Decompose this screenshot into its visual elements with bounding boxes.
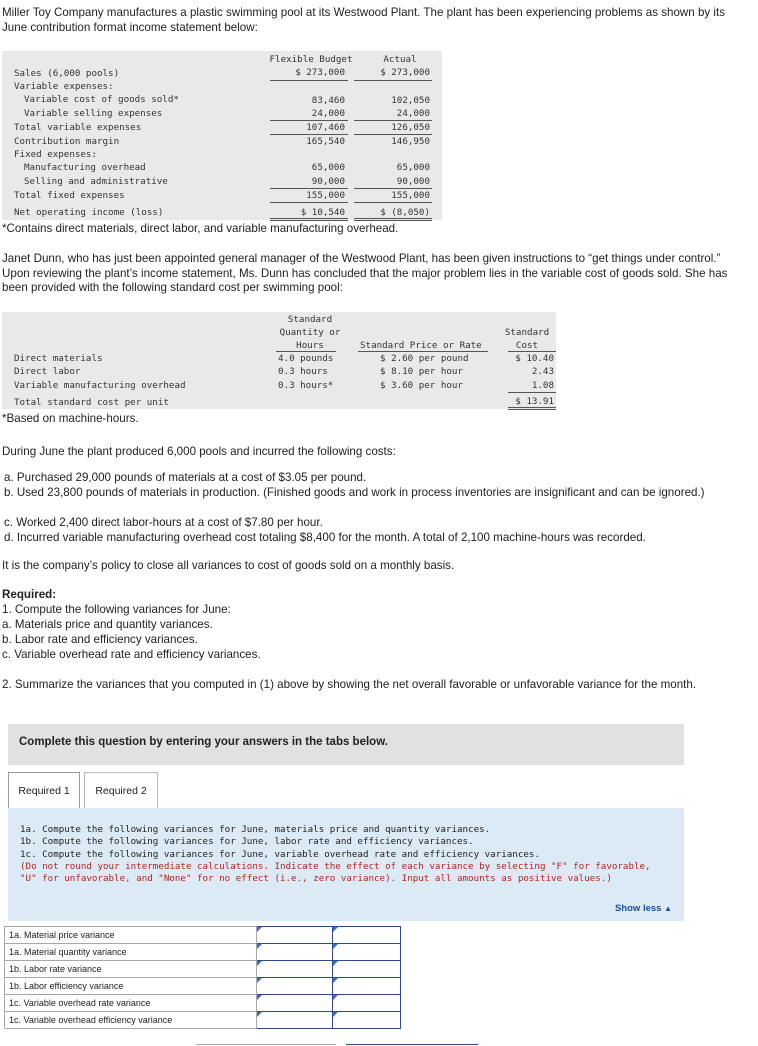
instruction-1b: 1b. Compute the following variances for June, labor rate and efficiency variances. [20,836,474,848]
divider [196,1044,336,1045]
actual-value: 102,050 [391,95,430,106]
amount-input[interactable] [333,944,401,961]
effect-select[interactable] [257,1012,333,1029]
cost-item-a: a. Purchased 29,000 pounds of materials at a cost of $3.05 per pound. [4,471,367,484]
instructions-overlay [8,808,684,921]
row-label: Manufacturing overhead [24,162,146,173]
table-row [5,1012,401,1029]
cost-item-c: c. Worked 2,400 direct labor-hours at a cost of $7.80 per hour. [4,516,323,529]
effect-select[interactable] [257,961,333,978]
amount-input[interactable] [333,995,401,1012]
col-header-cost: Standard [504,327,550,338]
effect-select[interactable] [257,944,333,961]
flex-value: $ 273,000 [295,67,345,78]
cost-item-d: d. Incurred variable manufacturing overhead cost totaling $8,400 for the month. A total of 2,100 machine-hours was recorded. [4,531,646,544]
col-header-flexible-budget: Flexible Budget [269,54,353,65]
table-row [5,961,401,978]
actual-value: 146,950 [391,136,430,147]
price-value: $ 2.60 per pound [380,353,469,364]
manager-paragraph: Janet Dunn, who has just been appointed general manager of the Westwood Plant, has been given instructions to “get things under control.” Upon reviewing the plant’s income statement, Ms. Dunn has concluded that the major problem lies in the variable cost of goods sold. She has been provided with the following standard cost per swimming pool: [2,252,728,294]
intro-paragraph: Miller Toy Company manufactures a plastic swimming pool at its Westwood Plant. The plant has been experiencing problems as shown by its June contribution format income statement below: [2,6,726,34]
row-label: Variable manufacturing overhead [14,380,186,391]
answer-row-label: 1b. Labor rate variance [5,961,257,978]
total-cost-value: $ 13.91 [515,396,554,407]
row-label: Variable expenses: [14,81,114,92]
actual-value: 90,000 [396,176,430,187]
row-label: Total variable expenses [14,122,142,133]
row-label: Selling and administrative [24,176,168,187]
row-label: Variable selling expenses [24,108,163,119]
amount-input[interactable] [333,1012,401,1029]
total-label: Total standard cost per unit [14,397,169,408]
row-label: Direct labor [14,366,81,377]
flex-value: 83,460 [311,95,345,106]
instruction-1a: 1a. Compute the following variances for June, materials price and quantity variances. [20,824,491,835]
required-1c: c. Variable overhead rate and efficiency variances. [2,648,261,661]
answer-row-label: 1a. Material price variance [5,927,257,944]
table-row [5,995,401,1012]
required-1b: b. Labor rate and efficiency variances. [2,633,198,646]
cost-item-b: b. Used 23,800 pounds of materials in production. (Finished goods and work in process inventories are insignificant and can be ignored.) [4,486,705,499]
table-row [5,978,401,995]
answer-table [4,926,401,1029]
policy-text: It is the company’s policy to close all variances to cost of goods sold on a monthly basis. [2,559,455,572]
row-label: Contribution margin [14,136,120,147]
tab-required-1[interactable]: Required 1 [8,772,80,808]
table-row [5,927,401,944]
answer-row-label: 1c. Variable overhead rate variance [5,995,257,1012]
effect-select[interactable] [257,927,333,944]
complete-question-banner [8,724,684,765]
amount-input[interactable] [333,978,401,995]
col-header-qty: Quantity or [279,327,341,338]
show-less-link[interactable] [615,903,672,914]
col-header-price: Standard Price or Rate [360,340,482,351]
table-row [5,944,401,961]
answer-row-label: 1a. Material quantity variance [5,944,257,961]
required-title: Required: [2,588,57,601]
actual-value: 155,000 [391,190,430,201]
standard-footnote: *Based on machine-hours. [2,412,139,425]
price-value: $ 8.10 per hour [380,366,463,377]
tab-required-2[interactable]: Required 2 [84,772,158,808]
required-1a: a. Materials price and quantity variances. [2,618,213,631]
actual-value: 24,000 [396,108,430,119]
required-2: 2. Summarize the variances that you computed in (1) above by showing the net overall favorable or unfavorable variance for the month. [2,678,697,691]
row-label: Total fixed expenses [14,190,125,201]
cost-value: $ 10.40 [515,353,554,364]
triangle-up-icon: ▲ [664,904,672,913]
actual-value: $ 273,000 [380,67,430,78]
col-header-actual: Actual [383,54,417,65]
flex-value: 24,000 [311,108,345,119]
answer-row-label: 1c. Variable overhead efficiency variance [5,1012,257,1029]
cost-value: 1.08 [531,380,554,391]
flex-value: $ 10,540 [300,207,345,218]
flex-value: 155,000 [306,190,345,201]
june-intro: During June the plant produced 6,000 pools and incurred the following costs: [2,445,396,458]
qty-value: 0.3 hours* [278,380,334,391]
complete-question-text: Complete this question by entering your answers in the tabs below. [19,736,388,748]
qty-value: 4.0 pounds [278,353,334,364]
show-less-label: Show less [614,903,662,914]
flex-value: 65,000 [311,162,345,173]
col-header-qty: Hours [296,340,324,351]
row-label: Sales (6,000 pools) [14,68,120,79]
effect-select[interactable] [257,995,333,1012]
col-header-qty: Standard [287,314,333,325]
flex-value: 165,540 [306,136,345,147]
price-value: $ 3.60 per hour [380,380,463,391]
instruction-hint: (Do not round your intermediate calculations. Indicate the effect of each variance by selecting "F" for favorable, "U" for unfavorable, and "None" for no effect (i.e., zero variance). Input all amounts as positive values.) [20,860,651,885]
actual-value: $ (8,050) [380,207,430,218]
amount-input[interactable] [333,961,401,978]
instruction-1c: 1c. Compute the following variances for June, variable overhead rate and efficiency variances. [20,848,540,860]
col-header-cost: Cost [515,340,539,351]
cost-value: 2.43 [531,366,554,377]
flex-value: 107,460 [306,122,345,133]
answer-row-label: 1b. Labor efficiency variance [5,978,257,995]
actual-value: 126,050 [391,122,430,133]
row-label: Fixed expenses: [14,149,97,160]
effect-select[interactable] [257,978,333,995]
actual-value: 65,000 [396,162,430,173]
row-label: Net operating income (loss) [14,207,164,218]
divider [346,1044,478,1045]
flex-value: 90,000 [311,176,345,187]
row-label: Direct materials [14,353,103,364]
row-label: Variable cost of goods sold* [24,94,179,105]
amount-input[interactable] [333,927,401,944]
income-footnote: *Contains direct materials, direct labor, and variable manufacturing overhead. [2,222,399,235]
required-1: 1. Compute the following variances for June: [2,603,231,616]
qty-value: 0.3 hours [278,366,328,377]
